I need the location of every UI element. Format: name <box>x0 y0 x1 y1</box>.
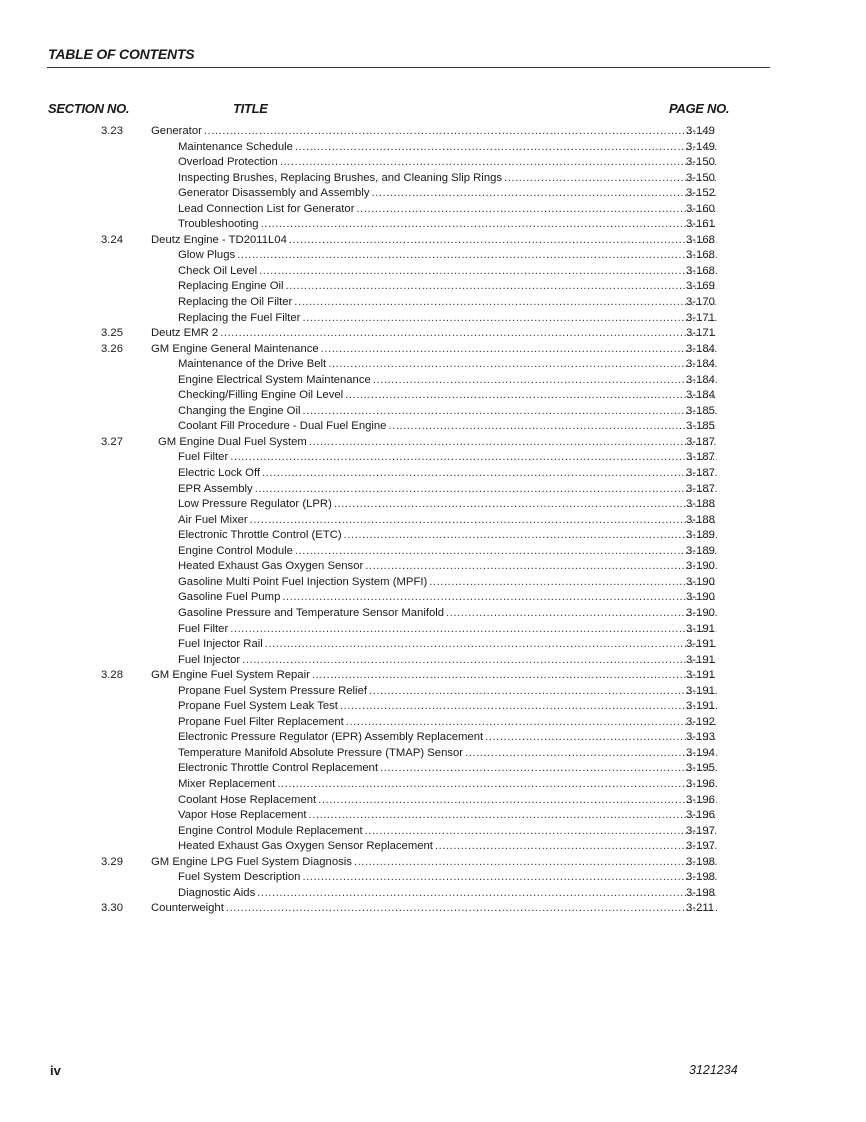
toc-entry-title: Generator Disassembly and Assembly <box>178 187 370 200</box>
toc-section-number: 3.23 <box>101 125 123 137</box>
toc-entry-title-wrap <box>178 388 717 404</box>
toc-entry[interactable] <box>0 497 866 513</box>
dot-leader <box>328 357 717 373</box>
toc-entry-title: Fuel Injector Rail <box>178 638 263 651</box>
toc-entry-title: Electric Lock Off <box>178 467 261 480</box>
toc-entry[interactable] <box>0 699 866 715</box>
toc-entry[interactable] <box>0 590 866 606</box>
toc-entry-title: Temperature Manifold Absolute Pressure (TMAP) Sensor <box>178 746 464 759</box>
toc-page-number: 3-170 <box>686 296 715 309</box>
toc-page-number: 3-190 <box>686 591 715 604</box>
dot-leader <box>312 668 717 684</box>
toc-entry-title-wrap <box>178 357 717 373</box>
toc-page-number: 3-168 <box>686 233 715 246</box>
toc-entry-title-wrap <box>178 793 717 809</box>
toc-entry-title-wrap <box>178 886 717 902</box>
dot-leader <box>255 482 717 498</box>
toc-entry-title: GM Engine Dual Fuel System <box>158 435 307 448</box>
toc-entry-title: Overload Protection <box>178 156 278 169</box>
toc-page-number: 3-171 <box>686 311 715 324</box>
toc-page-number: 3-190 <box>686 606 715 619</box>
toc-entry-title-wrap <box>158 435 717 451</box>
toc-entry[interactable] <box>0 559 866 575</box>
toc-entry-title: Fuel Filter <box>178 622 229 635</box>
dot-leader <box>220 326 717 342</box>
toc-entry-title-wrap <box>178 870 717 886</box>
dot-leader <box>286 279 717 295</box>
toc-page-number: 3-149 <box>686 125 715 137</box>
toc-entry-title-wrap <box>178 559 717 575</box>
toc-entry[interactable] <box>0 839 866 855</box>
toc-entry-title-wrap <box>151 342 717 358</box>
toc-entry-title-wrap <box>178 202 717 218</box>
dot-leader <box>354 855 717 871</box>
dot-leader <box>369 684 717 700</box>
dot-leader <box>226 901 717 917</box>
toc-page-number: 3-187 <box>686 451 715 464</box>
dot-leader <box>446 606 717 622</box>
dot-leader <box>365 559 717 575</box>
toc-entry-title: Gasoline Multi Point Fuel Injection System (MPFI) <box>178 575 428 588</box>
footer-page-label: iv <box>50 1063 61 1078</box>
toc-entry[interactable] <box>0 233 866 249</box>
toc-entry[interactable] <box>0 886 866 902</box>
toc-entry[interactable] <box>0 482 866 498</box>
toc-entry[interactable] <box>0 528 866 544</box>
toc-entry-title: Heated Exhaust Gas Oxygen Sensor <box>178 560 364 573</box>
toc-entry-title: Propane Fuel System Pressure Relief <box>178 684 367 697</box>
dot-leader <box>388 419 717 435</box>
toc-page-number: 3-190 <box>686 560 715 573</box>
toc-entry[interactable] <box>0 202 866 218</box>
column-header-page: PAGE NO. <box>669 101 730 116</box>
toc-entry[interactable] <box>0 466 866 482</box>
toc-page-number: 3-161 <box>686 218 715 231</box>
dot-leader <box>429 575 717 591</box>
toc-page-number: 3-190 <box>686 575 715 588</box>
toc-entry-title: Fuel System Description <box>178 871 301 884</box>
toc-entry[interactable] <box>0 746 866 762</box>
toc-entry-title: Electronic Throttle Control Replacement <box>178 762 379 775</box>
dot-leader <box>340 699 717 715</box>
toc-entry-title: Engine Electrical System Maintenance <box>178 373 371 386</box>
toc-entry-title-wrap <box>151 124 717 140</box>
toc-entry-title-wrap <box>178 248 717 264</box>
dot-leader <box>295 544 717 560</box>
toc-entry[interactable] <box>0 388 866 404</box>
toc-page-number: 3-168 <box>686 264 715 277</box>
toc-entry-title-wrap <box>178 140 717 156</box>
toc-entry[interactable] <box>0 186 866 202</box>
toc-entry-title-wrap <box>178 746 717 762</box>
toc-entry-title-wrap <box>178 715 717 731</box>
toc-page-number: 3-196 <box>686 777 715 790</box>
column-header-title: TITLE <box>233 101 268 116</box>
toc-entry-title-wrap <box>178 808 717 824</box>
dot-leader <box>309 808 717 824</box>
column-header-section: SECTION NO. <box>48 101 130 116</box>
dot-leader <box>277 777 717 793</box>
toc-entry-title: Gasoline Fuel Pump <box>178 591 281 604</box>
toc-entry[interactable] <box>0 326 866 342</box>
toc-page-number: 3-198 <box>686 855 715 868</box>
toc-section-number: 3.26 <box>101 342 123 355</box>
toc-entry-title-wrap <box>178 217 717 233</box>
toc-page-number: 3-187 <box>686 467 715 480</box>
dot-leader <box>334 497 717 513</box>
dot-leader <box>259 264 717 280</box>
toc-page-number: 3-198 <box>686 871 715 884</box>
toc-entry-title: Check Oil Level <box>178 264 258 277</box>
dot-leader <box>302 404 717 420</box>
toc-list <box>0 124 866 917</box>
dot-leader <box>282 590 717 606</box>
toc-page-number: 3-196 <box>686 793 715 806</box>
toc-page-number: 3-192 <box>686 715 715 728</box>
toc-page-number: 3-184 <box>686 389 715 402</box>
toc-entry[interactable] <box>0 653 866 669</box>
toc-entry-title-wrap <box>178 419 717 435</box>
toc-entry-title-wrap <box>178 606 717 622</box>
toc-entry[interactable] <box>0 264 866 280</box>
toc-entry[interactable] <box>0 777 866 793</box>
toc-page-number: 3-196 <box>686 809 715 822</box>
toc-entry-title: Heated Exhaust Gas Oxygen Sensor Replacement <box>178 840 433 853</box>
toc-entry-title: Coolant Fill Procedure - Dual Fuel Engine <box>178 420 387 433</box>
toc-entry[interactable] <box>0 295 866 311</box>
toc-entry[interactable] <box>0 155 866 171</box>
toc-page-number: 3-189 <box>686 529 715 542</box>
dot-leader <box>345 388 717 404</box>
toc-section-number: 3.24 <box>101 233 123 246</box>
dot-leader <box>230 450 717 466</box>
toc-entry[interactable] <box>0 668 866 684</box>
toc-entry-title-wrap <box>178 622 717 638</box>
toc-entry-title-wrap <box>178 777 717 793</box>
toc-entry-title-wrap <box>178 761 717 777</box>
toc-entry-title-wrap <box>151 233 717 249</box>
toc-entry-title-wrap <box>178 590 717 606</box>
toc-entry-title-wrap <box>178 279 717 295</box>
toc-page-number: 3-194 <box>686 746 715 759</box>
dot-leader <box>373 373 717 389</box>
toc-page-number: 3-195 <box>686 762 715 775</box>
toc-entry-title-wrap <box>178 544 717 560</box>
toc-page-number: 3-152 <box>686 187 715 200</box>
toc-entry-title: Replacing the Fuel Filter <box>178 311 301 324</box>
toc-entry-title: Engine Control Module <box>178 544 293 557</box>
toc-entry-title: GM Engine General Maintenance <box>151 342 319 355</box>
dot-leader <box>262 466 717 482</box>
toc-entry-title-wrap <box>178 497 717 513</box>
dot-leader <box>346 715 717 731</box>
toc-section-number: 3.25 <box>101 327 123 340</box>
toc-entry[interactable] <box>0 140 866 156</box>
dot-leader <box>237 248 717 264</box>
toc-entry-title: Mixer Replacement <box>178 777 276 790</box>
toc-page-number: 3-197 <box>686 824 715 837</box>
toc-page-number: 3-150 <box>686 171 715 184</box>
toc-entry-title-wrap <box>151 668 717 684</box>
toc-entry[interactable] <box>0 575 866 591</box>
dot-leader <box>295 140 717 156</box>
toc-entry-title-wrap <box>178 528 717 544</box>
toc-page-number: 3-191 <box>686 700 715 713</box>
toc-entry-title: Generator <box>151 125 202 137</box>
toc-entry[interactable] <box>0 171 866 187</box>
dot-leader <box>435 839 717 855</box>
toc-entry-title-wrap <box>178 730 717 746</box>
dot-leader <box>365 824 717 840</box>
toc-entry-title: Glow Plugs <box>178 249 236 262</box>
toc-page-number: 3-184 <box>686 373 715 386</box>
toc-entry[interactable] <box>0 404 866 420</box>
toc-page-number: 3-188 <box>686 498 715 511</box>
toc-entry[interactable] <box>0 855 866 871</box>
toc-page-number: 3-150 <box>686 156 715 169</box>
toc-section-number: 3.27 <box>101 435 123 448</box>
toc-entry[interactable] <box>0 419 866 435</box>
toc-entry-title-wrap <box>178 311 717 327</box>
dot-leader <box>261 217 717 233</box>
toc-page-number: 3-191 <box>686 669 715 682</box>
dot-leader <box>204 124 717 140</box>
toc-entry-title-wrap <box>178 404 717 420</box>
dot-leader <box>230 622 717 638</box>
toc-entry-title: Low Pressure Regulator (LPR) <box>178 498 332 511</box>
heading-rule <box>47 67 770 68</box>
toc-entry[interactable] <box>0 450 866 466</box>
dot-leader <box>321 342 717 358</box>
toc-entry-title-wrap <box>178 637 717 653</box>
toc-page-number: 3-188 <box>686 513 715 526</box>
dot-leader <box>294 295 717 311</box>
toc-entry-title: Maintenance Schedule <box>178 140 293 153</box>
toc-page-number: 3-185 <box>686 404 715 417</box>
toc-page-number: 3-169 <box>686 280 715 293</box>
toc-page-number: 3-189 <box>686 544 715 557</box>
toc-entry-title: GM Engine Fuel System Repair <box>151 669 310 682</box>
dot-leader <box>250 513 717 529</box>
toc-entry-title-wrap <box>178 653 717 669</box>
dot-leader <box>485 730 717 746</box>
toc-entry-title: Vapor Hose Replacement <box>178 809 307 822</box>
toc-page-number: 3-168 <box>686 249 715 262</box>
toc-entry-title-wrap <box>178 373 717 389</box>
toc-entry-title-wrap <box>151 901 717 917</box>
toc-entry[interactable] <box>0 808 866 824</box>
page-title: TABLE OF CONTENTS <box>48 46 195 62</box>
toc-entry[interactable] <box>0 606 866 622</box>
toc-entry[interactable] <box>0 279 866 295</box>
toc-entry[interactable] <box>0 730 866 746</box>
toc-entry[interactable] <box>0 622 866 638</box>
toc-entry[interactable] <box>0 637 866 653</box>
toc-entry[interactable] <box>0 544 866 560</box>
toc-entry[interactable] <box>0 793 866 809</box>
footer-doc-number: 3121234 <box>689 1063 738 1077</box>
toc-page-number: 3-191 <box>686 622 715 635</box>
toc-section-number: 3.29 <box>101 855 123 868</box>
dot-leader <box>289 233 717 249</box>
toc-entry[interactable] <box>0 761 866 777</box>
toc-entry-title-wrap <box>178 295 717 311</box>
toc-page-number: 3-171 <box>686 327 715 340</box>
toc-entry-title-wrap <box>178 684 717 700</box>
toc-entry-title: Replacing Engine Oil <box>178 280 284 293</box>
toc-page-number: 3-187 <box>686 435 715 448</box>
toc-entry[interactable] <box>0 870 866 886</box>
toc-entry-title: Changing the Engine Oil <box>178 404 301 417</box>
dot-leader <box>380 761 717 777</box>
toc-entry-title: Deutz Engine - TD2011L04 <box>151 233 287 246</box>
toc-entry-title: Gasoline Pressure and Temperature Sensor Manifold <box>178 606 445 619</box>
toc-entry-title: Propane Fuel Filter Replacement <box>178 715 344 728</box>
dot-leader <box>309 435 717 451</box>
toc-page-number: 3-184 <box>686 342 715 355</box>
toc-entry-title: Electronic Pressure Regulator (EPR) Assembly Replacement <box>178 731 484 744</box>
toc-entry-title: Fuel Injector <box>178 653 241 666</box>
toc-entry-title: Replacing the Oil Filter <box>178 296 293 309</box>
toc-entry[interactable] <box>0 311 866 327</box>
dot-leader <box>344 528 717 544</box>
toc-entry-title-wrap <box>178 186 717 202</box>
toc-entry-title: Propane Fuel System Leak Test <box>178 700 338 713</box>
toc-section-number: 3.28 <box>101 669 123 682</box>
toc-entry[interactable] <box>0 248 866 264</box>
toc-page-number: 3-193 <box>686 731 715 744</box>
toc-entry[interactable] <box>0 357 866 373</box>
toc-entry-title: EPR Assembly <box>178 482 253 495</box>
dot-leader <box>265 637 717 653</box>
toc-entry-title-wrap <box>178 466 717 482</box>
toc-entry-title: Fuel Filter <box>178 451 229 464</box>
toc-entry-title-wrap <box>178 575 717 591</box>
toc-page-number: 3-191 <box>686 684 715 697</box>
toc-entry-title: Inspecting Brushes, Replacing Brushes, and Cleaning Slip Rings <box>178 171 503 184</box>
dot-leader <box>302 311 717 327</box>
toc-entry-title: Counterweight <box>151 902 224 915</box>
toc-entry[interactable] <box>0 435 866 451</box>
toc-entry-title: Air Fuel Mixer <box>178 513 248 526</box>
toc-entry[interactable] <box>0 513 866 529</box>
dot-leader <box>465 746 717 762</box>
toc-page-number: 3-191 <box>686 638 715 651</box>
toc-page-number: 3-160 <box>686 202 715 215</box>
toc-entry-title-wrap <box>178 482 717 498</box>
toc-entry-title-wrap <box>178 171 717 187</box>
dot-leader <box>372 186 717 202</box>
toc-entry-title: Deutz EMR 2 <box>151 327 219 340</box>
dot-leader <box>257 886 717 902</box>
toc-entry-title: Electronic Throttle Control (ETC) <box>178 529 342 542</box>
toc-entry-title-wrap <box>178 264 717 280</box>
toc-entry-title-wrap <box>178 450 717 466</box>
toc-entry[interactable] <box>0 684 866 700</box>
toc-entry-title-wrap <box>178 839 717 855</box>
dot-leader <box>302 870 717 886</box>
toc-page-number: 3-191 <box>686 653 715 666</box>
toc-entry[interactable] <box>0 715 866 731</box>
toc-entry-title-wrap <box>178 513 717 529</box>
toc-entry-title-wrap <box>151 855 717 871</box>
toc-entry[interactable] <box>0 901 866 917</box>
toc-entry-title-wrap <box>178 155 717 171</box>
toc-page-number: 3-211 <box>686 902 715 915</box>
toc-entry[interactable] <box>0 824 866 840</box>
toc-entry-title: Lead Connection List for Generator <box>178 202 355 215</box>
dot-leader <box>318 793 717 809</box>
toc-page-number: 3-197 <box>686 840 715 853</box>
toc-entry[interactable] <box>0 373 866 389</box>
toc-entry-title-wrap <box>178 699 717 715</box>
toc-entry-title: Diagnostic Aids <box>178 886 256 899</box>
dot-leader <box>242 653 717 669</box>
toc-entry-title: Coolant Hose Replacement <box>178 793 317 806</box>
dot-leader <box>356 202 717 218</box>
toc-entry-title: GM Engine LPG Fuel System Diagnosis <box>151 855 352 868</box>
toc-page-number: 3-198 <box>686 886 715 899</box>
toc-entry-title-wrap <box>178 824 717 840</box>
toc-entry[interactable] <box>0 342 866 358</box>
toc-entry[interactable] <box>0 217 866 233</box>
toc-page-number: 3-184 <box>686 358 715 371</box>
toc-entry-title: Checking/Filling Engine Oil Level <box>178 389 344 402</box>
toc-page-number: 3-185 <box>686 420 715 433</box>
toc-entry-title-wrap <box>151 326 717 342</box>
toc-page-number: 3-149 <box>686 140 715 153</box>
toc-section-number: 3.30 <box>101 902 123 915</box>
toc-entry-title: Engine Control Module Replacement <box>178 824 363 837</box>
toc-entry-title: Troubleshooting <box>178 218 259 231</box>
toc-entry[interactable] <box>0 124 866 140</box>
toc-page-number: 3-187 <box>686 482 715 495</box>
toc-entry-title: Maintenance of the Drive Belt <box>178 358 327 371</box>
dot-leader <box>280 155 717 171</box>
